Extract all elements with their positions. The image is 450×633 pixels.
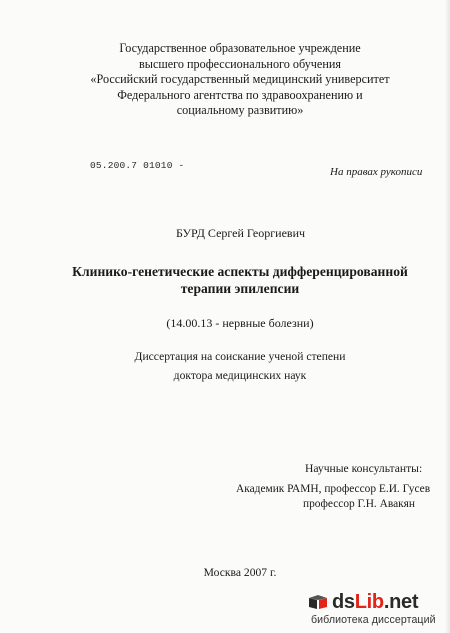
dissertation-title <box>60 263 420 297</box>
dslib-caption: библиотека диссертаций <box>311 614 436 626</box>
degree-line: Диссертация на соискание ученой степени <box>134 350 346 363</box>
author-name: БУРД Сергей Георгиевич <box>176 226 306 240</box>
header-line: Государственное образовательное учреждение <box>119 41 361 55</box>
header-line: «Российский государственный медицинский университет <box>90 72 390 87</box>
manuscript-rights-note: На правах рукописи <box>330 166 423 178</box>
institution-header <box>60 41 420 119</box>
dslib-brand <box>332 590 418 614</box>
header-line: социальному развитию» <box>176 103 304 118</box>
degree-statement <box>60 347 420 385</box>
specialty-code: (14.00.13 - нервные болезни) <box>166 316 314 330</box>
consultant-item: Академик РАМН, профессор Е.И. Гусев <box>236 483 431 495</box>
header-line: Федерального агентства по здравоохранению и <box>117 87 363 102</box>
degree-line: доктора медицинских наук <box>173 369 307 382</box>
city-and-year: Москва 2007 г. <box>203 566 277 579</box>
consultants-heading: Научные консультанты: <box>305 462 423 475</box>
brand-ds: ds <box>332 591 355 613</box>
dslib-logo-icon <box>308 594 328 610</box>
header-line: высшего профессионального обучения <box>139 56 341 71</box>
brand-lib: Lib <box>354 591 384 613</box>
page-edge-shadow <box>445 0 450 633</box>
title-line: терапии эпилепсии <box>180 281 300 296</box>
title-line: Клинико-генетические аспекты дифференцированной <box>72 264 408 279</box>
dslib-watermark[interactable] <box>308 590 448 632</box>
registration-stamp: 05.200.7 01010 - <box>90 160 185 171</box>
brand-net: .net <box>383 591 419 613</box>
consultant-item: профессор Г.Н. Авакян <box>303 498 416 510</box>
